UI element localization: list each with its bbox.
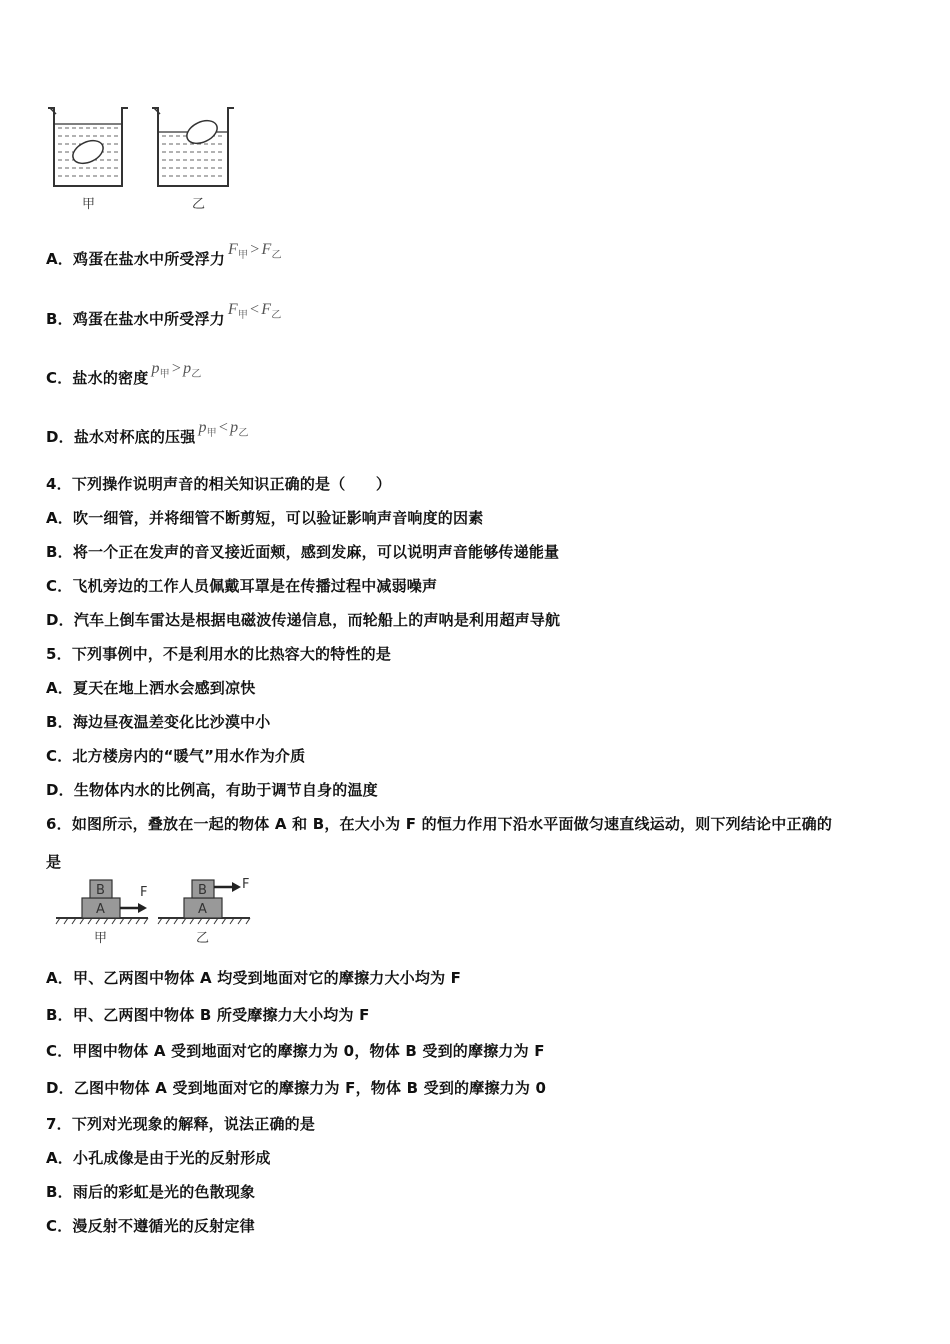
force-label-left: F: [140, 885, 148, 900]
q5-option-b: B．海边昼夜温差变化比沙漠中小: [46, 713, 271, 731]
q4-option-c: C．飞机旁边的工作人员佩戴耳罩是在传播过程中减弱噪声: [46, 577, 438, 595]
figure-label-yi: 乙: [196, 931, 210, 946]
option-letter: B．: [46, 310, 73, 328]
q5-stem: 5．下列事例中，不是利用水的比热容大的特性的是: [46, 645, 392, 663]
option-letter: D．: [46, 428, 74, 446]
egg-left: [69, 136, 106, 168]
option-text: 盐水的密度: [72, 369, 149, 387]
q4-option-d: D．汽车上倒车雷达是根据电磁波传递信息，而轮船上的声呐是利用超声导航: [46, 611, 561, 629]
formula: $F_甲 < F_乙$: [227, 301, 282, 322]
q6-option-a: A．甲、乙两图中物体 A 均受到地面对它的摩擦力大小均为 F: [46, 969, 462, 987]
q4-option-a: A．吹一细管，并将细管不断剪短，可以验证影响声音响度的因素: [46, 509, 484, 527]
q7-option-a: A．小孔成像是由于光的反射形成: [46, 1149, 271, 1167]
option-text: 鸡蛋在盐水中所受浮力: [72, 310, 225, 328]
q3-option-b: [46, 301, 282, 331]
q5-option-c: C．北方楼房内的“暖气”用水作为介质: [46, 747, 306, 765]
q6-option-d: D．乙图中物体 A 受到地面对它的摩擦力为 F，物体 B 受到的摩擦力为 0: [46, 1079, 547, 1097]
beaker-right: [152, 108, 234, 186]
formula: $p_甲 < p_乙$: [198, 419, 249, 440]
formula: $F_甲 > F_乙$: [228, 241, 282, 262]
q7-stem: 7．下列对光现象的解释，说法正确的是: [46, 1115, 316, 1133]
q6-option-b: B．甲、乙两图中物体 B 所受摩擦力大小均为 F: [46, 1006, 370, 1024]
beaker-label-right: 乙: [192, 197, 206, 212]
option-letter: A．: [46, 250, 74, 268]
egg-right: [183, 116, 220, 148]
q5-option-a: A．夏天在地上洒水会感到凉快: [46, 679, 256, 697]
block-b-label: B: [96, 883, 105, 898]
force-label-right: F: [242, 877, 250, 892]
beaker-label-left: 甲: [82, 197, 96, 212]
block-b-label: B: [198, 883, 207, 898]
option-letter: C．: [46, 369, 73, 387]
q5-option-d: D．生物体内水的比例高，有助于调节自身的温度: [46, 781, 378, 799]
q6-stem-line2: 是: [46, 853, 62, 871]
q6-stem-line1: 6．如图所示，叠放在一起的物体 A 和 B，在大小为 F 的恒力作用下沿水平面做匀速直线运动，则下列结论中正确的: [46, 815, 833, 833]
q3-option-c: [46, 360, 202, 390]
beaker-left: [48, 108, 128, 186]
q4-option-b: B．将一个正在发声的音叉接近面颊，感到发麻，可以说明声音能够传递能量: [46, 543, 560, 561]
q7-option-c: C．漫反射不遵循光的反射定律: [46, 1217, 255, 1235]
figure-label-jia: 甲: [94, 931, 108, 946]
block-a-label: A: [198, 902, 207, 917]
option-text: 盐水对杯底的压强: [73, 428, 196, 446]
blocks-figure: [54, 874, 254, 948]
beakers-figure: [44, 104, 244, 214]
figure-jia: [56, 880, 148, 946]
q3-option-d: [46, 419, 249, 449]
q7-option-b: B．雨后的彩虹是光的色散现象: [46, 1183, 256, 1201]
q3-option-a: [46, 241, 282, 271]
option-text: 鸡蛋在盐水中所受浮力: [73, 250, 226, 268]
figure-yi: [158, 877, 250, 946]
block-a-label: A: [96, 902, 105, 917]
q4-stem: 4．下列操作说明声音的相关知识正确的是（ ）: [46, 475, 392, 493]
formula: $p_甲 > p_乙$: [151, 360, 202, 381]
q6-option-c: C．甲图中物体 A 受到地面对它的摩擦力为 0，物体 B 受到的摩擦力为 F: [46, 1042, 545, 1060]
